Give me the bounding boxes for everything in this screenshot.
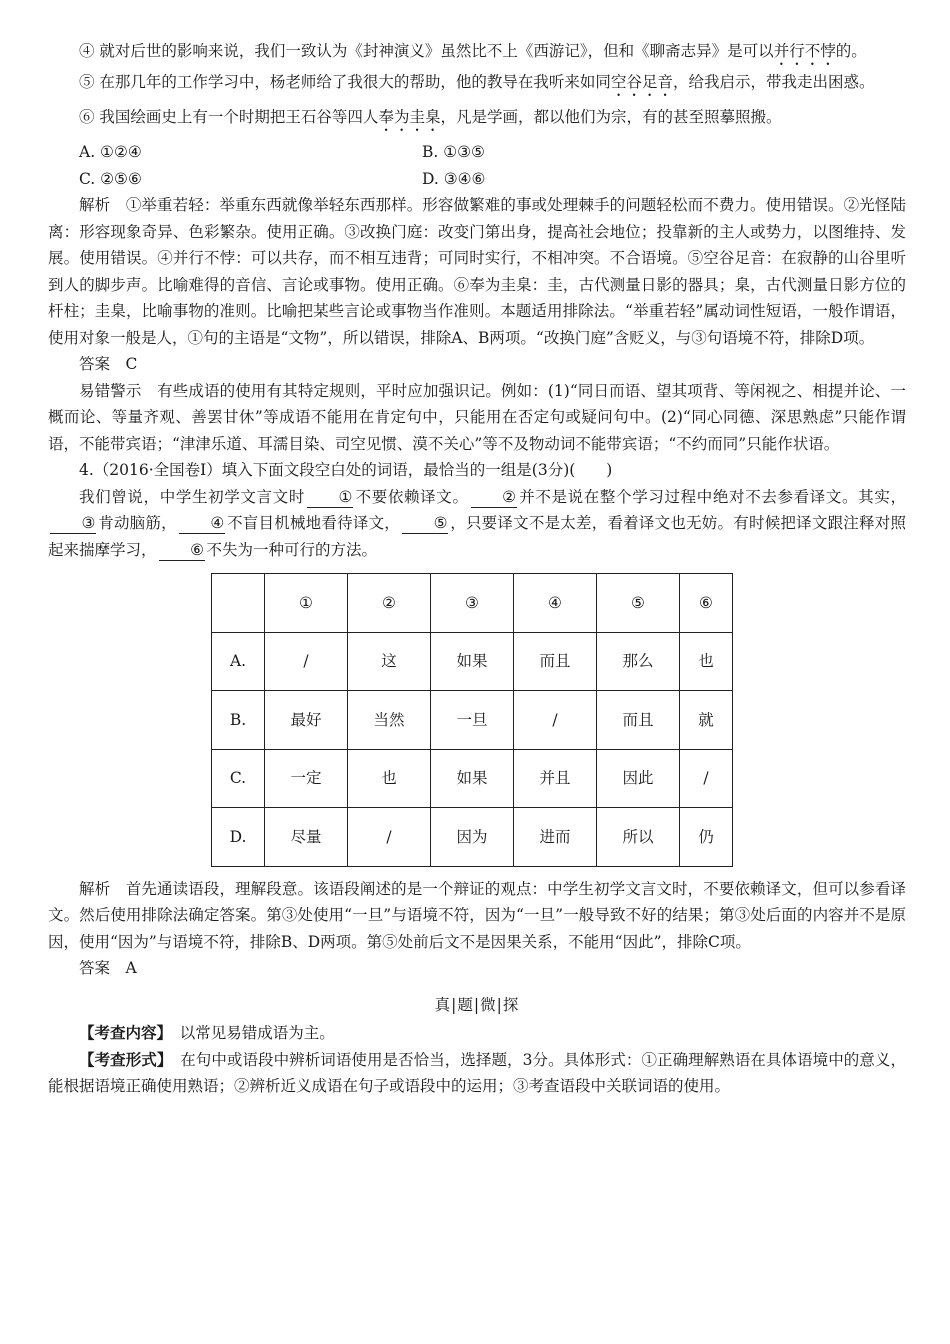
item-text: ④ 就对后世的影响来说，我们一致认为《封神演义》虽然比不上《西游记》，但和《聊斋志异》是可以: [79, 42, 774, 60]
table-cell: ⑥: [680, 574, 733, 633]
table-cell: [212, 574, 265, 633]
table-cell: ④: [514, 574, 597, 633]
table-cell: 因为: [431, 808, 514, 867]
item-text: ，凡是学画，都以他们为宗，有的甚至照摹照搬。: [440, 108, 782, 126]
item-5: [48, 69, 906, 100]
table-cell: 也: [348, 749, 431, 808]
table-cell: 就: [680, 691, 733, 750]
table-cell: D.: [212, 808, 265, 867]
table-cell: 当然: [348, 691, 431, 750]
table-cell: 一定: [265, 749, 348, 808]
analysis-2: 解析 首先通读语段，理解段意。该语段阐述的是一个辩证的观点：中学生初学文言文时，不要依赖译文，但可以参看译文。然后使用排除法确定答案。第③处使用“一旦”与语境不符，因为“一旦”一般导致不好的结果；第③处后面的内容并不是原因，使用“因为”与语境不符，排除B、D两项。第⑤处前后文不是因果关系，不能用“因此”，排除C项。: [48, 879, 906, 951]
item-4: [48, 38, 906, 69]
analysis-1: 解析 ①举重若轻：举重东西就像举轻东西那样。形容做繁难的事或处理棘手的问题轻松而不费力。使用错误。②光怪陆离：形容现象奇异、色彩繁杂。使用正确。③改换门庭：改变门第出身，提高社会地位；投靠新的主人或势力，以图维持、发展。使用错误。④并行不悖：可以共存，而不相互违背；可同时实行，不相冲突。不合语境。⑤空谷足音：在寂静的山谷里听到人的脚步声。比喻难得的音信、言论或事物。使用正确。⑥奉为圭臬：圭，古代测量日影的器具；臬，古代测量日影方位的杆柱；圭臬，比喻事物的准则。比喻把某些言论或事物当作准则。本题适用排除法。“举重若轻”属动词性短语，一般作谓语，使用对象一般是人，①句的主语是“文物”，所以错误，排除A、B两项。“改换门庭”含贬义，与③句语境不符，排除D项。: [48, 196, 906, 347]
table-cell: 这: [348, 632, 431, 691]
table-cell: 也: [680, 632, 733, 691]
option-b: B. ①③⑤: [422, 143, 485, 161]
exam-form-label: 【考查形式】: [79, 1049, 165, 1069]
item-text: ⑤ 在那几年的工作学习中，杨老师给了我很大的帮助，他的教导在我听来如同: [79, 73, 611, 91]
item-text: ⑥ 我国绘画史上有一个时期把王石谷等四人: [79, 108, 379, 126]
item-text: 的。: [835, 42, 867, 60]
section-title: 真|题|微|探: [434, 995, 520, 1014]
table-cell: /: [265, 632, 348, 691]
table-cell: 并且: [514, 749, 597, 808]
exam-content: 【考查内容】 以常见易错成语为主。: [79, 1023, 335, 1042]
table-cell: ①: [265, 574, 348, 633]
passage: 我们曾说，中学生初学文言文时 ① 不要依赖译文。 ② 并不是说在整个学习过程中绝对不去参看译文。其实，③ 肯动脑筋， ④ 不盲目机械地看待译文， ⑤ ，只要译文不是太差，看着译文也无妨。有时候把译文跟注释对照起来揣摩学习， ⑥ 不失为一种可行的方法。: [48, 487, 906, 559]
item-text: ，给我启示，带我走出困惑。: [672, 73, 875, 91]
table-cell: 因此: [597, 749, 680, 808]
table-row: [212, 749, 733, 808]
table-cell: 如果: [431, 749, 514, 808]
blank-4: ④: [179, 513, 225, 534]
option-d: D. ③④⑥: [422, 169, 486, 188]
table-row: [212, 632, 733, 691]
exam-content-label: 【考查内容】: [79, 1023, 165, 1042]
table-cell: 尽量: [265, 808, 348, 867]
blank-2: ②: [471, 487, 517, 508]
table-cell: /: [680, 749, 733, 808]
table-header-row: [212, 574, 733, 633]
table-cell: 而且: [514, 632, 597, 691]
blank-3: ③: [50, 513, 96, 534]
exam-form: 【考查形式】 在句中或语段中辨析词语使用是否恰当，选择题，3分。具体形式：①正确理解熟语在具体语境中的意义，能根据语境正确使用熟语；②辨析近义成语在句子或语段中的运用；③考查语段中关联词语的使用。: [48, 1049, 906, 1095]
table-cell: C.: [212, 749, 265, 808]
options-table: [211, 573, 733, 867]
item-idiom: 空谷足音: [610, 73, 673, 91]
option-a: A. ①②④: [79, 143, 142, 161]
table-cell: ③: [431, 574, 514, 633]
answer-1: 答案 C: [79, 355, 138, 373]
error-warning: 易错警示 有些成语的使用有其特定规则，平时应加强识记。例如：(1)“同日而语、望其项背、等闲视之、相提并论、一概而论、等量齐观、善罢甘休”等成语不能用在肯定句中，只能用在否定句或疑问句中。(2)“同心同德、深思熟虑”只能作谓语，不能带宾语；“津津乐道、耳濡目染、司空见惯、漠不关心”等不及物动词不能带宾语；“不约而同”只能作状语。: [48, 381, 906, 453]
table-cell: A.: [212, 632, 265, 691]
table-cell: ②: [348, 574, 431, 633]
table-cell: 而且: [597, 691, 680, 750]
question-4: 4.（2016·全国卷Ⅰ）填入下面文段空白处的词语，最恰当的一组是(3分)( ): [79, 461, 613, 479]
table-cell: 那么: [597, 632, 680, 691]
table-cell: 如果: [431, 632, 514, 691]
table-cell: 仍: [680, 808, 733, 867]
table-cell: 一旦: [431, 691, 514, 750]
item-6: [48, 104, 906, 135]
table-cell: 进而: [514, 808, 597, 867]
blank-6: ⑥: [159, 540, 205, 561]
table-cell: ⑤: [597, 574, 680, 633]
options: [48, 139, 906, 192]
table-cell: /: [514, 691, 597, 750]
page: [48, 38, 906, 1100]
table-cell: 最好: [265, 691, 348, 750]
option-c: C. ②⑤⑥: [79, 169, 142, 188]
table-row: [212, 691, 733, 750]
answer-2: 答案 A: [79, 959, 137, 977]
table-row: [212, 808, 733, 867]
table-cell: 所以: [597, 808, 680, 867]
item-idiom: 奉为圭臬: [378, 108, 441, 126]
blank-1: ①: [307, 487, 353, 508]
blank-5: ⑤: [402, 513, 448, 534]
table-cell: B.: [212, 691, 265, 750]
item-idiom: 并行不悖: [773, 42, 836, 60]
table-cell: /: [348, 808, 431, 867]
